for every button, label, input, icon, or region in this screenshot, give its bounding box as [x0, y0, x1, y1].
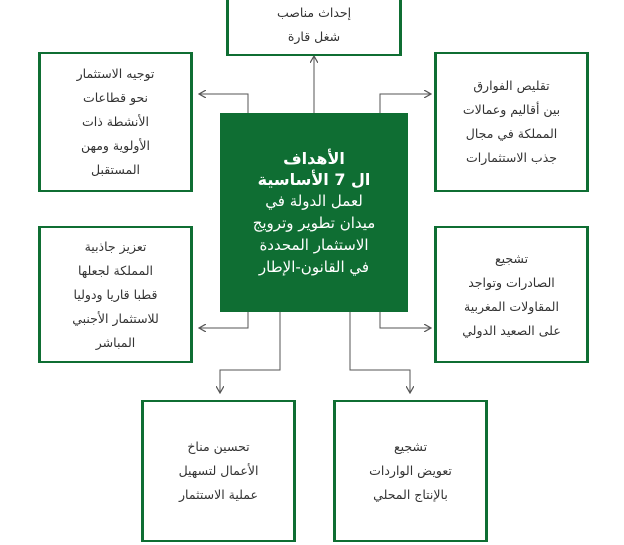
objective-line: تعزيز جاذبية	[84, 238, 147, 254]
connector-bottom-left	[220, 312, 280, 392]
objective-line: المملكة في مجال	[465, 126, 558, 141]
objective-line: المقاولات المغربية	[464, 298, 559, 314]
objective-import-substitution	[333, 400, 488, 542]
central-goals-box	[220, 113, 408, 312]
objective-line: الأنشطة ذات	[82, 114, 149, 129]
objective-jobs	[226, 0, 402, 56]
objective-line: تشجيع	[494, 250, 529, 266]
center-title: ال 7 الأساسية	[257, 169, 371, 189]
center-text: لعمل الدولة في	[265, 191, 363, 210]
objective-line: نحو قطاعات	[82, 90, 149, 105]
objective-priority-sectors	[38, 52, 193, 192]
center-text: الاستثمار المحددة	[259, 235, 369, 254]
objective-line: شغل قارة	[287, 29, 341, 44]
objective-line: عملية الاستثمار	[179, 487, 258, 502]
connector-right-upper	[380, 94, 430, 113]
connector-left-lower	[200, 312, 248, 328]
objective-exports	[434, 226, 589, 363]
objective-line: الصادرات وتواجد	[468, 274, 555, 290]
objective-business-climate	[141, 400, 296, 542]
objective-line: المستقبل	[91, 162, 140, 177]
objective-attractiveness	[38, 226, 193, 363]
objective-line: قطبا قاريا ودوليا	[73, 286, 158, 302]
center-text: ميدان تطوير وترويج	[252, 213, 376, 232]
objective-line: بين أقاليم وعمالات	[462, 102, 561, 117]
center-title: الأهداف	[283, 148, 345, 168]
objective-line: جذب الاستثمارات	[466, 150, 557, 165]
objective-line: توجيه الاستثمار	[76, 66, 155, 81]
objective-line: الأعمال لتسهيل	[178, 463, 259, 478]
objective-line: على الصعيد الدولي	[462, 322, 561, 338]
objective-line: المملكة لجعلها	[77, 262, 154, 278]
objective-line: الأولوية ومهن	[80, 138, 151, 153]
objective-line: بالإنتاج المحلي	[373, 487, 448, 502]
objective-line: إحداث مناصب	[276, 5, 352, 20]
objective-line: للاستثمار الأجنبي	[72, 310, 159, 326]
objective-reduce-disparities	[434, 52, 589, 192]
objective-line: المباشر	[95, 334, 136, 350]
connector-left-upper	[200, 94, 248, 113]
objective-line: تقليص الفوارق	[473, 78, 550, 93]
objective-line: تحسين مناخ	[187, 439, 250, 454]
center-text: في القانون-الإطار	[258, 257, 370, 276]
objective-line: تشجيع	[393, 439, 428, 454]
connector-right-lower	[380, 312, 430, 328]
objective-line: تعويض الواردات	[369, 463, 452, 478]
